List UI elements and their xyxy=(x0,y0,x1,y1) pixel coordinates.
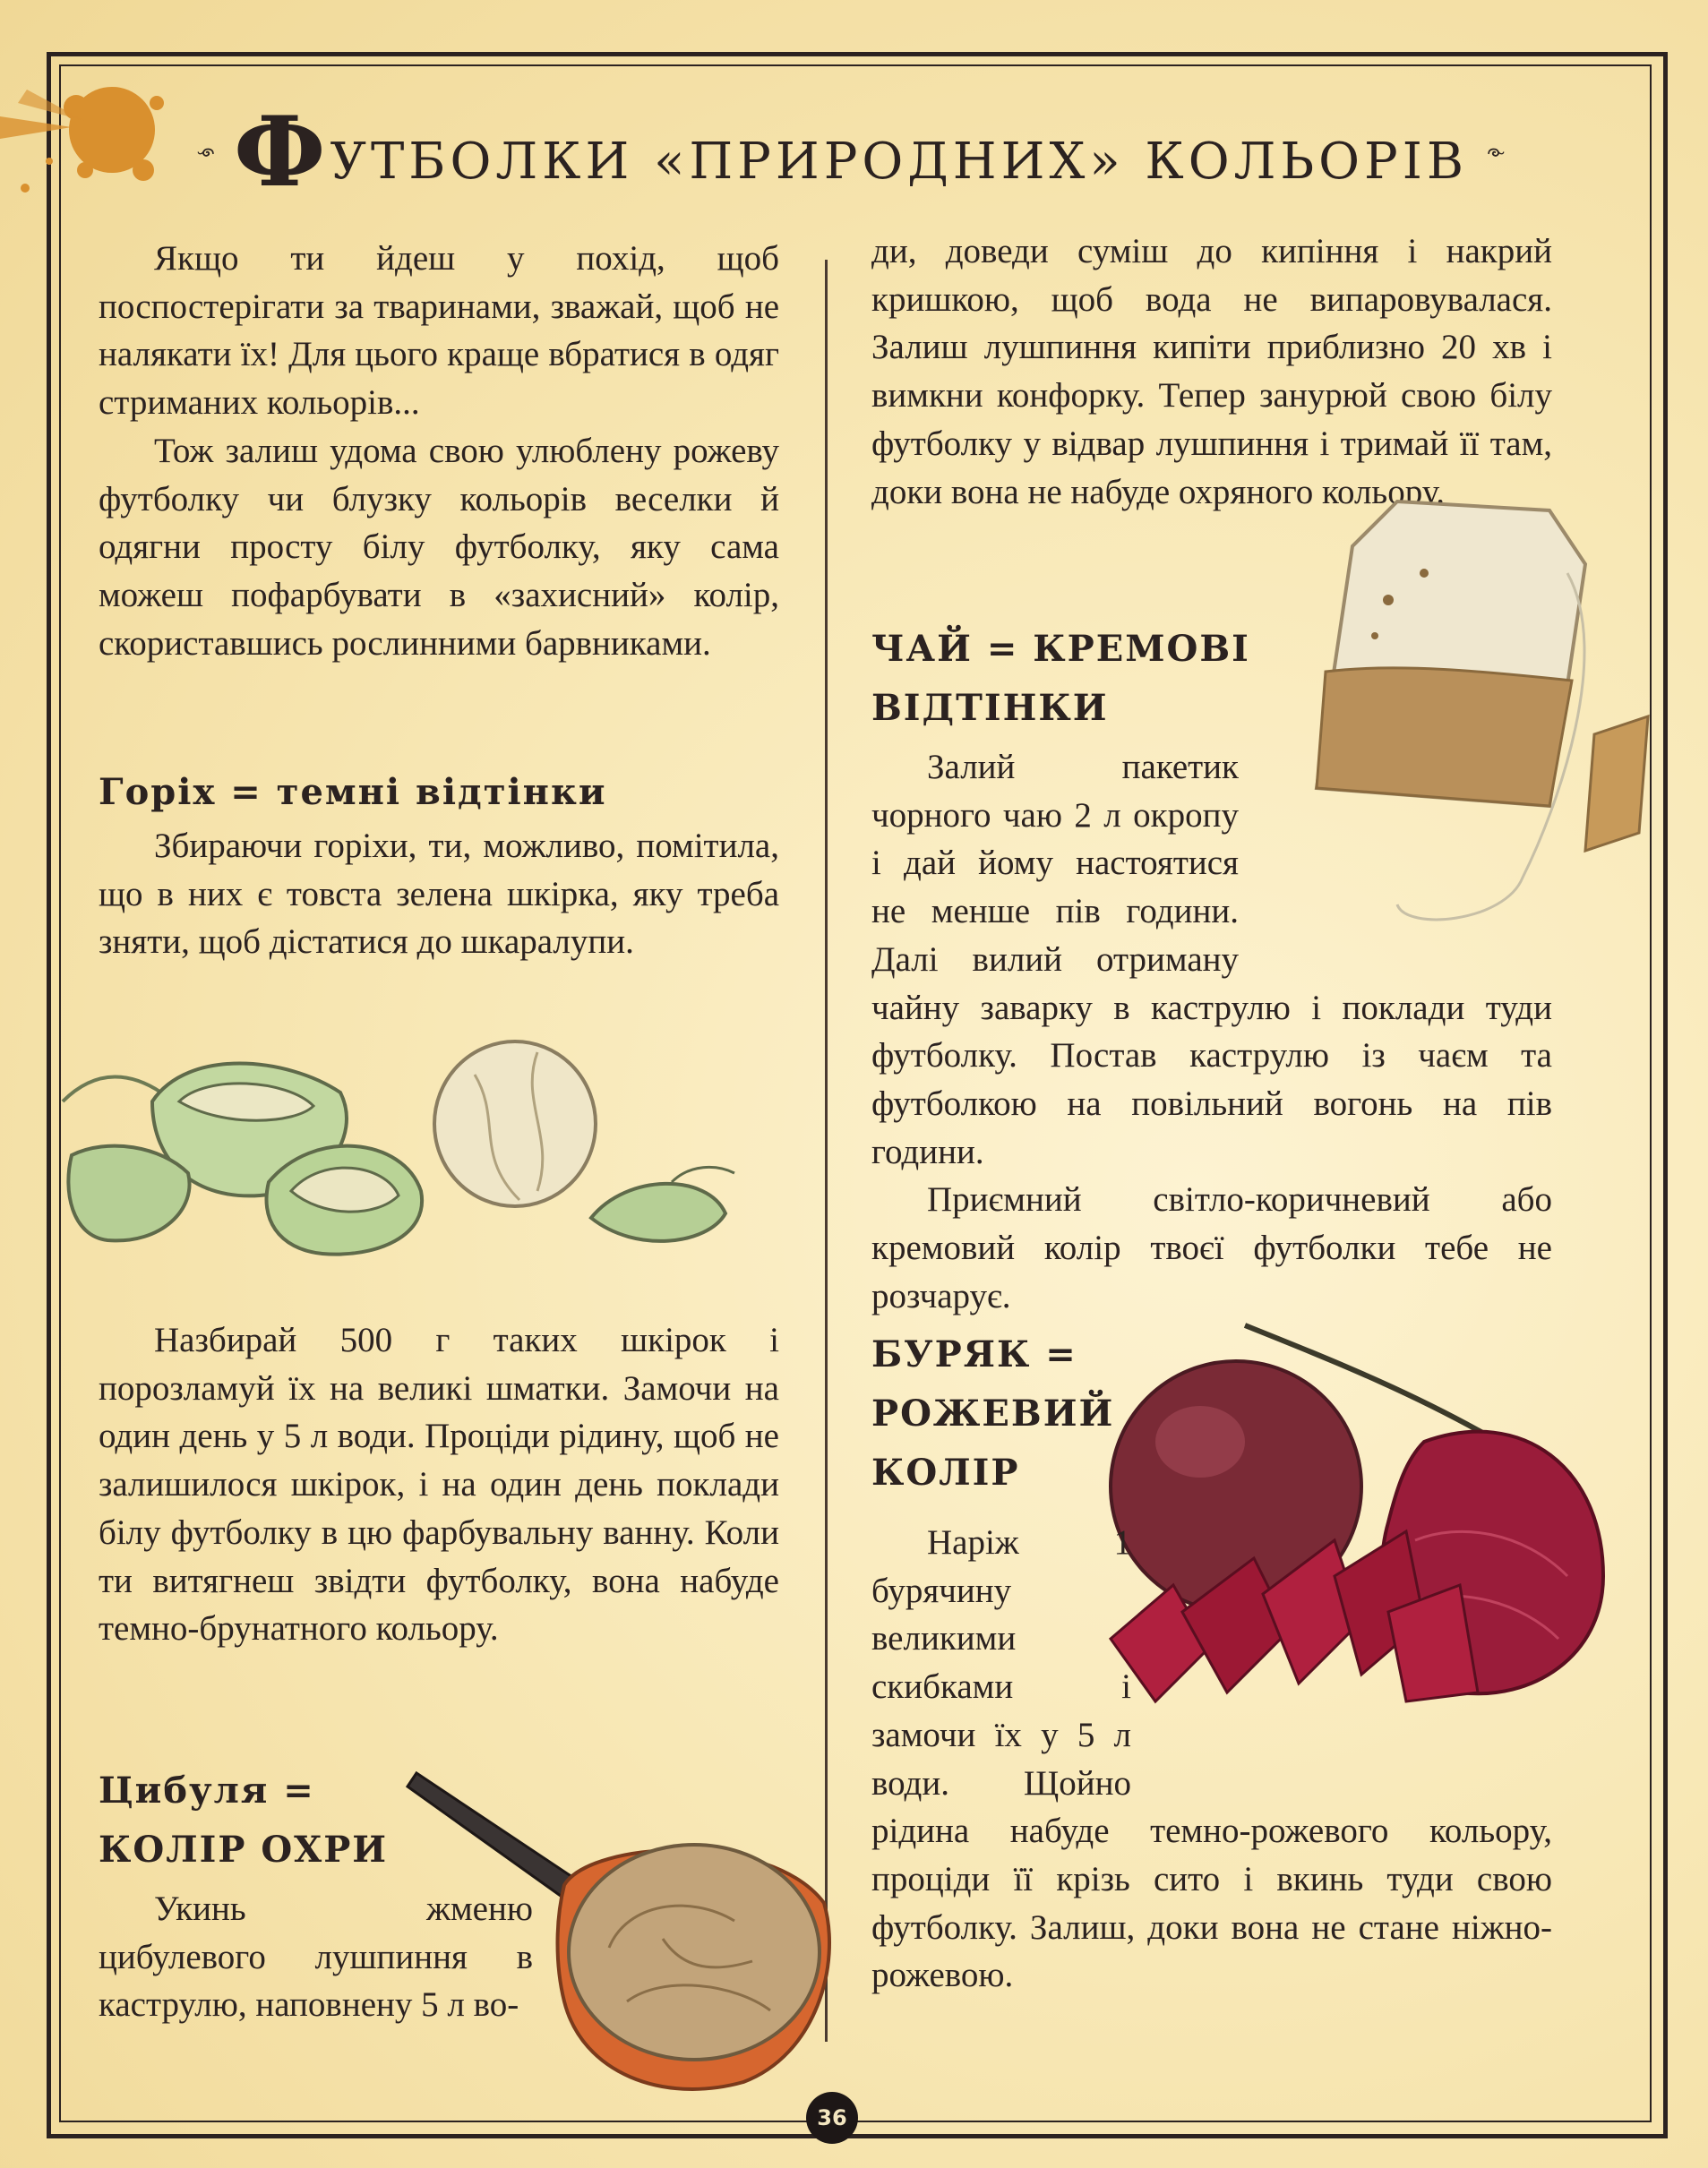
walnut-paragraph-2: Назбирай 500 г таких шкірок і порозламуй їх на великі шматки. Замочи на один день у 5 л води. Процiди рiдину, щоб не залишилося шкірок, і на один день поклади білу футболку в цю фарбувальну ванну. Коли ти витягнеш звідти футболку, вона набуде темно-брунатного кольору. xyxy=(99,1321,779,1649)
swirl-ornament-right-icon xyxy=(1484,121,1505,184)
onion-heading-line-2: КОЛІР ОХРИ xyxy=(99,1829,389,1871)
walnut-husk-illustration xyxy=(54,1039,770,1263)
title-initial: Ф xyxy=(234,96,330,209)
page-title xyxy=(234,96,1468,209)
tea-paragraph-1 xyxy=(871,743,1552,1176)
walnut-heading: Горіх = темні відтінки xyxy=(99,771,607,813)
tea-wrap-spacer xyxy=(1239,743,1552,958)
tea-paragraph-1-text: Залий пакетик чорного чаю 2 л окропу і дай йому настоятися не менше пів години. Далі вилий отриману чайну заварку в каструлю і поклади туди футболку. Постав каструлю із чаєм та футболкою на повільний вогонь на пів години. xyxy=(871,748,1552,1171)
beet-paragraph xyxy=(871,1519,1552,2000)
onion-heading-line-1: Цибуля = xyxy=(99,1770,315,1812)
beet-section xyxy=(871,1519,1552,2000)
page-number-badge: 36 xyxy=(806,2092,858,2144)
pot-illustration xyxy=(394,1769,842,2100)
walnut-paragraph-1: Збираючи горіхи, ти, можливо, помітила, що в них є товста зелена шкірка, яку треба зняти, щоб дістатися до шкаралупи. xyxy=(99,827,779,962)
beet-heading-block xyxy=(871,1325,1140,1503)
paint-splat-icon xyxy=(0,54,179,206)
intro-paragraph-1: Якщо ти йдеш у похід, щоб поспостерігати за тваринами, зважай, щоб не налякати їх! Для цього краще вбратися в одяг стриманих кольорів... xyxy=(99,239,779,423)
tea-heading-line-1: ЧАЙ = КРЕМОВІ xyxy=(871,628,1250,670)
onion-paragraph: Укинь жменю цибулевого лушпиння в каструлю, наповнену 5 л во- xyxy=(99,1890,533,2025)
beet-heading-line-1: БУРЯК = xyxy=(871,1333,1077,1375)
tea-paragraph-2: Приємний світло-коричневий або кремовий колір твоєї футболки тебе не розчарує. xyxy=(871,1180,1552,1315)
title-row xyxy=(197,96,1505,209)
tea-section xyxy=(871,743,1552,1320)
beet-paragraph-text: Наріж 1 бурячину великими скибками і замочи їх у 5 л води. Щойно рідина набуде темно-рожевого кольору, процiди її крізь сито і вкинь туди свою футболку. Залиш, доки вона не стане ніжно-рожевою. xyxy=(871,1523,1552,1995)
onion-continuation xyxy=(871,227,1552,516)
left-column-intro xyxy=(99,235,779,667)
onion-continuation-paragraph: ди, доведи суміш до кипіння і накрий кришкою, щоб вода не випаровувалася. Залиш лушпиння кипіти приблизно 20 хв і вимкни конфорку. Тепер занурюй свою білу футболку у відвар лушпиння і тримай її там, доки вона не набуде охряного кольору. xyxy=(871,232,1552,511)
title-rest: УТБОЛКИ «ПРИРОДНИХ» КОЛЬОРІВ xyxy=(330,133,1468,191)
intro-paragraph-2: Тож залиш удома свою улюблену рожеву футболку чи блузку кольорів веселки й одягни просту білу футболку, яку сама можеш пофарбувати в «захисний» колір, скориставшись рослинними барвниками. xyxy=(99,431,779,663)
walnut-section xyxy=(99,763,779,966)
walnut-section-cont xyxy=(99,1316,779,1653)
tea-heading-block xyxy=(871,620,1292,738)
tea-heading-line-2: ВІДТІНКИ xyxy=(871,687,1109,729)
beet-wrap-spacer xyxy=(1131,1519,1552,1787)
beet-heading-line-3: КОЛІР xyxy=(871,1452,1020,1494)
beet-heading-line-2: РОЖЕВИЙ xyxy=(871,1392,1115,1435)
swirl-ornament-left-icon xyxy=(197,121,218,184)
